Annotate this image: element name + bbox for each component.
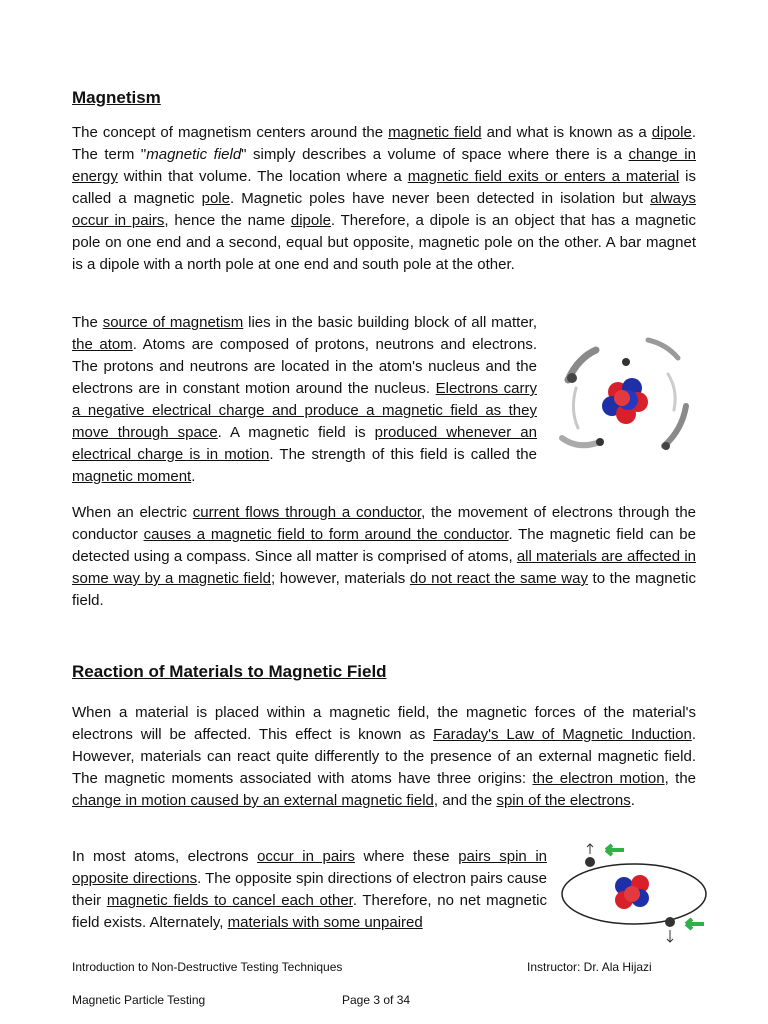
electron [622, 358, 630, 366]
text-run: . [191, 468, 196, 485]
text-run: , hence the name [164, 212, 291, 229]
underlined-term: spin of the electrons [496, 792, 631, 809]
text-run: . The magnetic field can be detected using a compass. Since all matter is comprised of atoms, [72, 526, 696, 565]
underlined-term: dipole [290, 212, 331, 229]
nucleus [615, 875, 649, 909]
text-run: within that volume. The location where a [117, 168, 408, 185]
underlined-term: the atom [72, 336, 133, 353]
underlined-term: produced whenever an electrical charge is in motion [72, 424, 537, 463]
electron-trail [562, 438, 600, 445]
text-run: to the magnetic field. [72, 570, 696, 609]
footer-instructor: Instructor: Dr. Ala Hijazi [527, 960, 652, 974]
text-run: In most atoms, electrons [72, 848, 258, 865]
text-run: , the [664, 770, 697, 787]
text-run: " simply describes a volume of space where there is a [241, 146, 629, 163]
underlined-term: change in energy [72, 146, 696, 185]
electron-top [585, 857, 595, 867]
underlined-term: all materials are affected in some way by a magnetic field [72, 548, 696, 587]
text-run: When a material is placed within a magnetic field, the magnetic forces of the material's electrons will be affected. This effect is known as [72, 704, 696, 743]
text-run: is called a magnetic [72, 168, 696, 207]
underlined-term: causes a magnetic field to form around the conductor [143, 526, 509, 543]
text-run: . Magnetic poles have never been detected in isolation but [229, 190, 651, 207]
underlined-term: Electrons carry a negative electrical charge and produce a magnetic field as they move through space [72, 380, 537, 441]
section-heading-reaction: Reaction of Materials to Magnetic Field [72, 662, 387, 681]
electron [567, 373, 577, 383]
electron-trail [664, 406, 686, 446]
underlined-term: source of magnetism [102, 314, 244, 331]
footer-topic: Magnetic Particle Testing [72, 993, 206, 1007]
proton [624, 886, 640, 902]
atom-illustration [548, 318, 698, 468]
underlined-term: occur in pairs [257, 848, 356, 865]
paragraph-magnetism-intro [72, 122, 696, 276]
green-arrow-icon [686, 919, 704, 929]
text-run: where these [355, 848, 459, 865]
electron [596, 438, 604, 446]
electron-spin-illustration [556, 838, 712, 948]
text-run: . [630, 792, 635, 809]
text-run: , and the [433, 792, 497, 809]
text-run: . A magnetic field is [217, 424, 375, 441]
text-run: and what is known as a [481, 124, 652, 141]
proton [614, 390, 630, 406]
electron-trail [573, 388, 578, 428]
underlined-term: materials with some unpaired [227, 914, 423, 931]
underlined-term: magnetic moment [72, 468, 192, 485]
text-run: lies in the basic building block of all matter, [243, 314, 538, 331]
underlined-term: pairs spin in opposite directions [72, 848, 547, 887]
italic-term: magnetic field [146, 146, 242, 163]
underlined-term: change in motion caused by an external magnetic field [72, 792, 434, 809]
footer-course: Introduction to Non-Destructive Testing Techniques [72, 960, 343, 974]
underlined-term: the electron motion [532, 770, 665, 787]
text-run: . Atoms are composed of protons, neutrons and electrons. The protons and neutrons are located in the atom's nucleus and the electrons are in constant motion around the nucleus. [72, 336, 537, 397]
underlined-term: do not react the same way [409, 570, 588, 587]
paragraph-current-conductor [72, 502, 696, 612]
electron-bottom [665, 917, 675, 927]
underlined-term: always occur in pairs [72, 190, 696, 229]
electron-trail [668, 374, 675, 410]
paragraph-source-of-magnetism [72, 312, 537, 488]
text-run: The [72, 314, 103, 331]
underlined-term: magnetic fields to cancel each other [106, 892, 353, 909]
section-heading-magnetism: Magnetism [72, 88, 161, 107]
electron [662, 442, 670, 450]
footer-page-number: Page 3 of 34 [342, 993, 411, 1007]
paragraph-electron-pairs [72, 846, 547, 934]
underlined-term: current flows through a conductor [192, 504, 422, 521]
text-run: When an electric [72, 504, 193, 521]
paragraph-reaction-intro [72, 702, 696, 812]
green-arrow-icon [606, 845, 624, 855]
spin-axis-icon [667, 930, 673, 942]
spin-axis-icon [587, 844, 593, 854]
nucleus [602, 378, 648, 424]
text-run: . Therefore, no net magnetic field exists. Alternately, [72, 892, 547, 931]
underlined-term: dipole [651, 124, 692, 141]
text-run: . The opposite spin directions of electron pairs cause their [72, 870, 547, 909]
underlined-term: magnetic field [388, 124, 482, 141]
underlined-term: pole [201, 190, 230, 207]
text-run: ; however, materials [270, 570, 410, 587]
text-run: . The term " [72, 124, 696, 163]
text-run: , the movement of electrons through the conductor [72, 504, 697, 543]
text-run: . However, materials can react quite differently to the presence of an external magnetic field. The magnetic moments associated with atoms have three origins: [72, 726, 696, 787]
underlined-term: magnetic field exits or enters a material [407, 168, 680, 185]
text-run: The concept of magnetism centers around the [72, 124, 389, 141]
electron-trail [648, 340, 678, 358]
underlined-term: Faraday's Law of Magnetic Induction [433, 726, 692, 743]
text-run: . Therefore, a dipole is an object that has a magnetic pole on one end and a second, equal but opposite, magnetic pole on the other. A bar magnet is a dipole with a north pole at one end and south pole at the other. [72, 212, 696, 273]
text-run: . The strength of this field is called the [269, 446, 537, 463]
